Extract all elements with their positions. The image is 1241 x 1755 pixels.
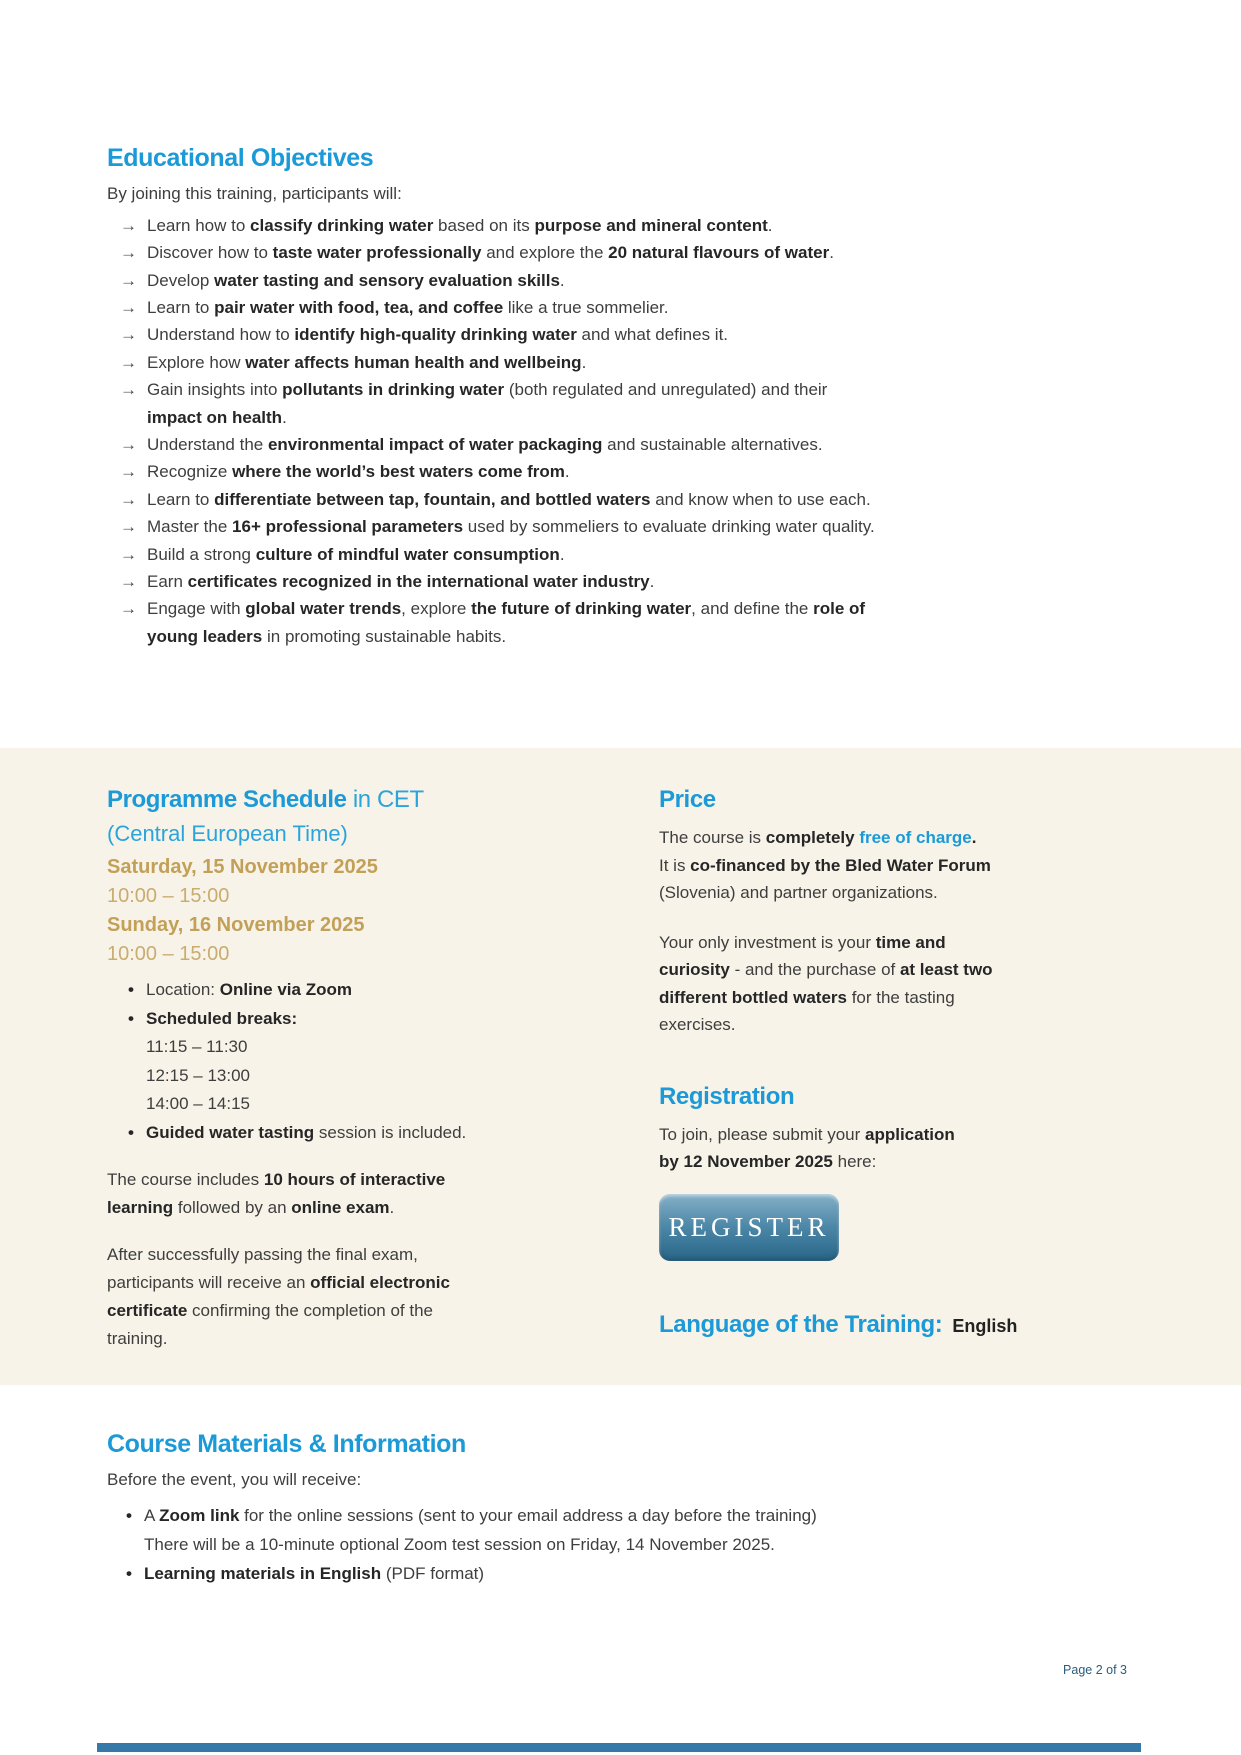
list-item-text: Master the 16+ professional parameters used by sommeliers to evaluate drinking water quality. bbox=[147, 517, 875, 537]
list-item bbox=[107, 513, 1112, 540]
list-item bbox=[107, 595, 1112, 650]
list-item bbox=[107, 1005, 535, 1034]
arrow-icon: → bbox=[120, 544, 137, 564]
registration-title: Registration bbox=[659, 1082, 795, 1110]
list-item-text: Explore how water affects human health and wellbeing. bbox=[147, 352, 587, 372]
arrow-icon: → bbox=[120, 243, 137, 263]
educational-objectives-title: Educational Objectives bbox=[107, 144, 374, 172]
objectives-intro: By joining this training, participants will: bbox=[107, 183, 402, 203]
arrow-icon: → bbox=[120, 380, 137, 400]
list-item bbox=[107, 294, 1112, 321]
arrow-icon: → bbox=[120, 352, 137, 372]
bullet-icon: • bbox=[128, 1122, 134, 1142]
bullet-icon: • bbox=[128, 980, 134, 999]
arrow-icon: → bbox=[120, 462, 137, 482]
list-item-text: Build a strong culture of mindful water consumption. bbox=[147, 544, 565, 564]
materials-intro: Before the event, you will receive: bbox=[107, 1469, 362, 1489]
list-item bbox=[107, 541, 1112, 568]
list-item-text: There will be a 10-minute optional Zoom test session on Friday, 14 November 2025. bbox=[144, 1534, 775, 1554]
list-item-text: Learn to differentiate between tap, fountain, and bottled waters and know when to use each. bbox=[147, 489, 871, 509]
list-item-text: 12:15 – 13:00 bbox=[146, 1065, 250, 1085]
list-item-text: Gain insights into pollutants in drinking water (both regulated and unregulated) and their impact on health. bbox=[147, 380, 828, 427]
list-item-text: Engage with global water trends, explore the future of drinking water, and define the role of young leaders in promoting sustainable habits. bbox=[147, 599, 866, 646]
price-paragraph-1: The course is completely free of charge. It is co-financed by the Bled Water Forum (Slovenia) and partner organizations. bbox=[659, 828, 991, 902]
list-item bbox=[107, 1559, 1127, 1588]
schedule-title bbox=[107, 784, 535, 816]
list-item-text: 11:15 – 11:30 bbox=[146, 1037, 248, 1056]
list-item-text: A Zoom link for the online sessions (sent to your email address a day before the training) bbox=[144, 1505, 817, 1525]
schedule-title-suffix: in CET bbox=[346, 786, 424, 813]
arrow-icon: → bbox=[120, 489, 137, 509]
list-item bbox=[107, 568, 1112, 595]
language-value: English bbox=[952, 1315, 1018, 1336]
objectives-list bbox=[107, 212, 1112, 651]
marker-spacer bbox=[128, 1033, 146, 1062]
list-item bbox=[107, 267, 1112, 294]
certificate-paragraph: After successfully passing the final exam, participants will receive an official electronic certificate confirming the completion of the training. bbox=[107, 1245, 450, 1348]
bullet-icon: • bbox=[126, 1505, 132, 1525]
list-item-text: 14:00 – 14:15 bbox=[146, 1094, 250, 1113]
language-label: Language of the Training: bbox=[659, 1310, 943, 1338]
list-item-text: Location: Online via Zoom bbox=[146, 980, 352, 999]
list-item bbox=[107, 349, 1112, 376]
list-item-text: Earn certificates recognized in the international water industry. bbox=[147, 572, 655, 592]
bullet-icon: • bbox=[126, 1563, 132, 1583]
list-item bbox=[107, 212, 1112, 239]
registration-paragraph: To join, please submit your application by 12 November 2025 here: bbox=[659, 1124, 955, 1171]
footer-accent-bar bbox=[97, 1743, 1141, 1752]
course-materials-title: Course Materials & Information bbox=[107, 1430, 466, 1458]
list-item bbox=[107, 1501, 1127, 1530]
list-item bbox=[107, 1062, 535, 1091]
marker-spacer bbox=[128, 1090, 146, 1119]
section-programme-schedule bbox=[107, 784, 535, 1353]
schedule-session-1 bbox=[107, 852, 535, 910]
list-item-text: Scheduled breaks: bbox=[146, 1008, 298, 1028]
list-item-text: Guided water tasting session is included. bbox=[146, 1122, 467, 1142]
list-item bbox=[107, 431, 1112, 458]
marker-spacer bbox=[126, 1530, 144, 1559]
list-item-text: Recognize where the world’s best waters come from. bbox=[147, 462, 570, 482]
arrow-icon: → bbox=[120, 599, 137, 619]
section-course-materials bbox=[107, 1430, 1127, 1588]
course-hours-paragraph: The course includes 10 hours of interactive learning followed by an online exam. bbox=[107, 1170, 446, 1217]
marker-spacer bbox=[128, 1062, 146, 1091]
register-button[interactable]: REGISTER bbox=[659, 1194, 839, 1261]
language-of-training bbox=[659, 1311, 1147, 1339]
materials-list bbox=[107, 1501, 1127, 1588]
arrow-icon: → bbox=[120, 435, 137, 454]
list-item-text: Learn how to classify drinking water based on its purpose and mineral content. bbox=[147, 215, 773, 235]
bullet-icon: • bbox=[128, 1008, 134, 1028]
list-item bbox=[107, 239, 1112, 266]
list-item-text: Discover how to taste water professionally and explore the 20 natural flavours of water. bbox=[147, 243, 834, 263]
schedule-subtitle: (Central European Time) bbox=[107, 821, 348, 846]
list-item-text: Learn to pair water with food, tea, and coffee like a true sommelier. bbox=[147, 297, 669, 317]
list-item bbox=[107, 1119, 535, 1148]
list-item bbox=[107, 1033, 535, 1062]
session-time: 10:00 – 15:00 bbox=[107, 943, 230, 965]
arrow-icon: → bbox=[120, 517, 137, 537]
schedule-session-2 bbox=[107, 910, 535, 968]
arrow-icon: → bbox=[120, 572, 137, 592]
list-item bbox=[107, 486, 1112, 513]
session-date: Saturday, 15 November 2025 bbox=[107, 856, 378, 878]
session-time: 10:00 – 15:00 bbox=[107, 885, 230, 907]
arrow-icon: → bbox=[120, 325, 137, 345]
arrow-icon: → bbox=[120, 297, 137, 317]
price-title: Price bbox=[659, 786, 716, 813]
schedule-details-list bbox=[107, 976, 535, 1147]
list-item-text: Learning materials in English (PDF format) bbox=[144, 1563, 485, 1583]
list-item-text: Understand the environmental impact of water packaging and sustainable alternatives. bbox=[147, 435, 823, 454]
session-date: Sunday, 16 November 2025 bbox=[107, 914, 365, 936]
arrow-icon: → bbox=[120, 215, 137, 235]
list-item bbox=[107, 458, 1112, 485]
section-educational-objectives bbox=[107, 144, 1112, 650]
list-item bbox=[107, 976, 535, 1005]
list-item bbox=[107, 376, 1112, 431]
arrow-icon: → bbox=[120, 270, 137, 290]
list-item-text: Understand how to identify high-quality drinking water and what defines it. bbox=[147, 325, 729, 345]
section-price-registration bbox=[659, 784, 1147, 1339]
price-paragraph-2: Your only investment is your time and curiosity - and the purchase of at least two different bottled waters for the tasting exercises. bbox=[659, 932, 993, 1034]
list-item-text: Develop water tasting and sensory evaluation skills. bbox=[147, 270, 565, 290]
list-item bbox=[107, 321, 1112, 348]
list-item bbox=[107, 1530, 1127, 1559]
list-item bbox=[107, 1090, 535, 1119]
schedule-title-bold: Programme Schedule bbox=[107, 786, 347, 813]
page-number: Page 2 of 3 bbox=[1063, 1663, 1127, 1677]
